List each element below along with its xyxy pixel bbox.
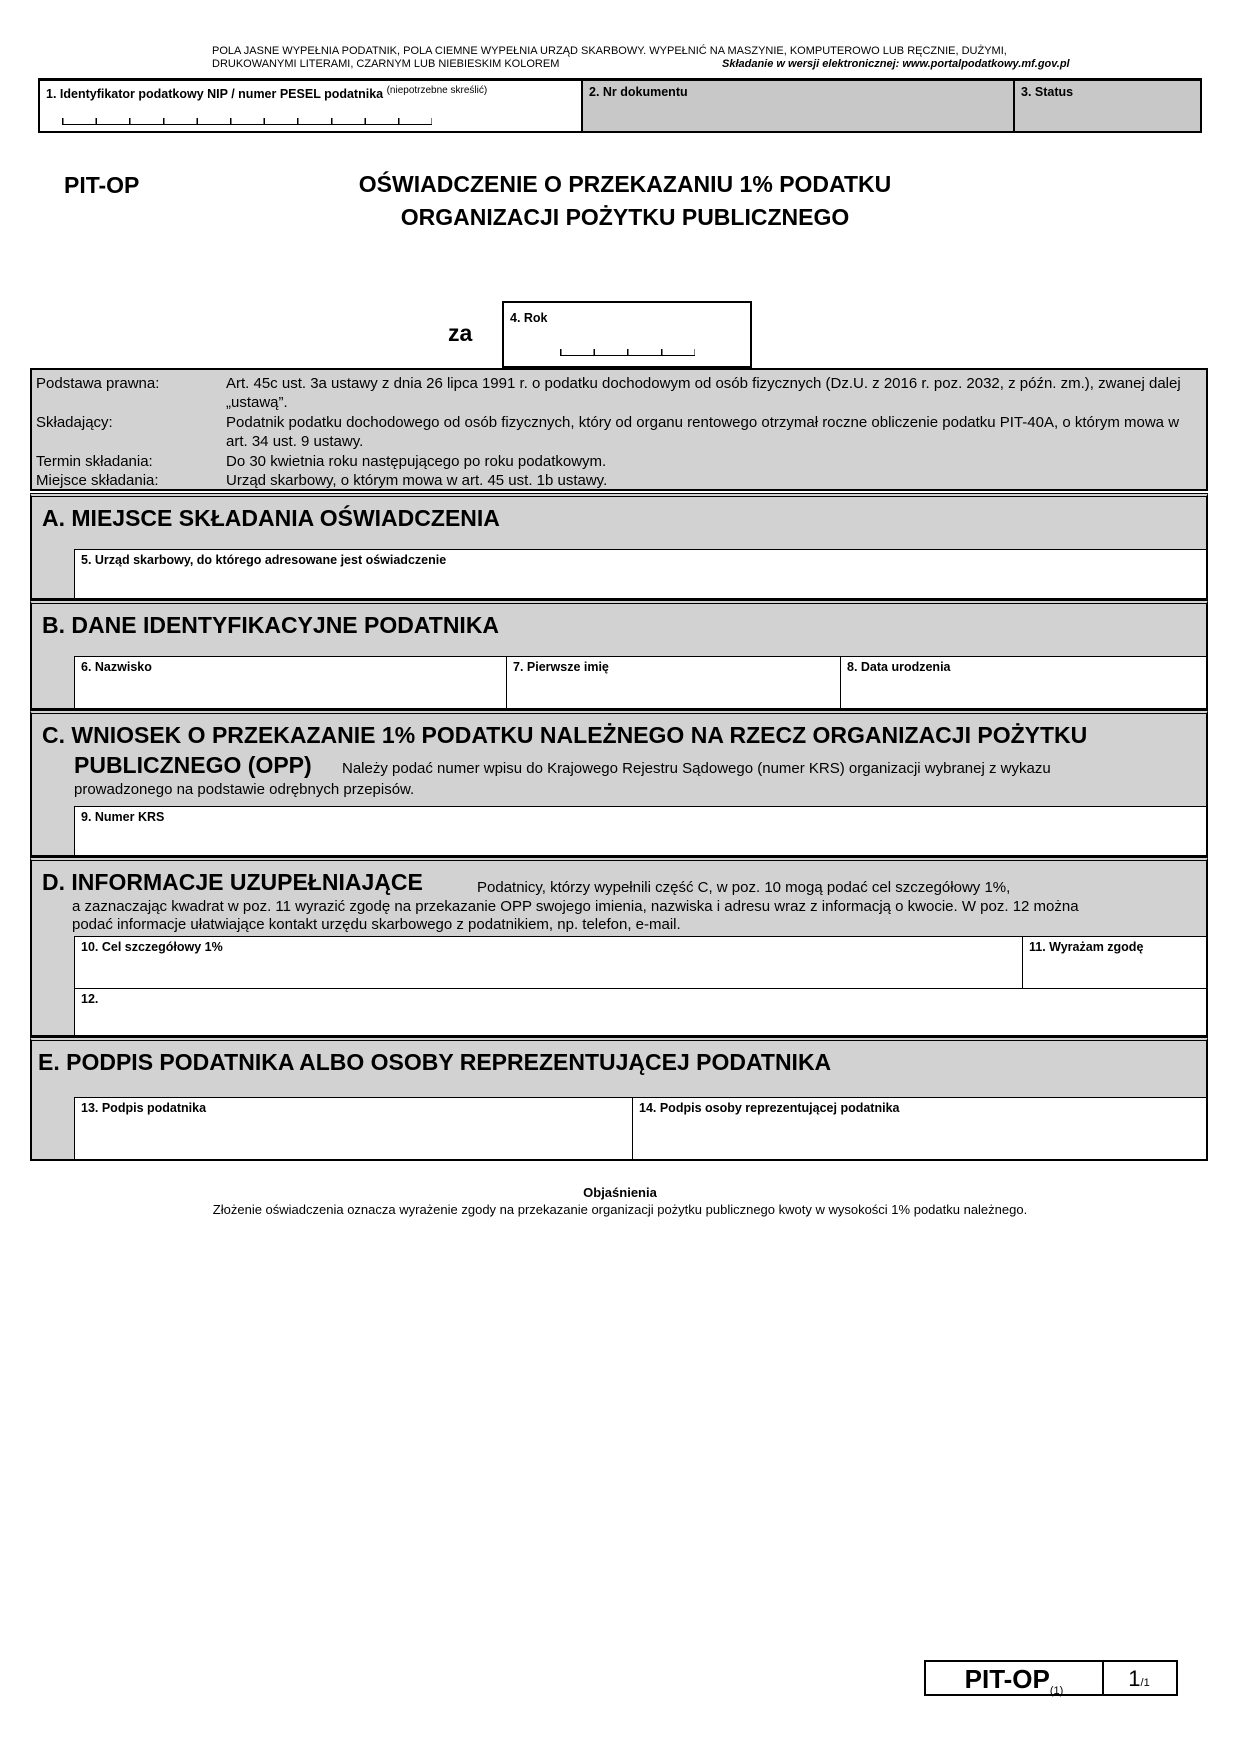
explanations-text: Złożenie oświadczenia oznacza wyrażenie zgody na przekazanie organizacji pożytku publicznego kwoty w wysokości 1% podatku należnego.: [212, 1202, 1028, 1217]
tax-office-field[interactable]: 5. Urząd skarbowy, do którego adresowane jest oświadczenie: [74, 549, 1206, 598]
footer-form-code: PIT-$OP_{(1)}$: [926, 1662, 1104, 1694]
page-title: OŚWIADCZENIE O PRZEKAZANIU 1% PODATKU ORGANIZACJI POŻYTKU PUBLICZNEGO: [358, 171, 892, 230]
section-c-desc-cont: prowadzonego na podstawie odrębnych przepisów.: [74, 781, 415, 798]
taxpayer-signature-field[interactable]: 13. Podpis podatnika: [74, 1097, 632, 1159]
year-field[interactable]: 4. Rok: [502, 301, 752, 368]
section-d-desc: Podatnicy, którzy wypełnili część C, w poz. 10 mogą podać cel szczegółowy 1%,: [477, 879, 1011, 896]
section-a-title: A. MIEJSCE SKŁADANIA OŚWIADCZENIA: [42, 505, 500, 531]
section-d-desc-cont2: podać informacje ułatwiające kontakt urzędu skarbowego z podatnikiem, np. telefon, e-mail.: [72, 916, 681, 933]
section-c-title-cont: PUBLICZNEGO (OPP): [74, 752, 312, 778]
electronic-filing-note: Składanie w wersji elektronicznej: www.portalpodatkowy.mf.gov.pl: [722, 58, 1070, 70]
legal-info: Podstawa prawna: Art. 45c ust. 3a ustawy z dnia 26 lipca 1991 r. o podatku dochodowym od osób fizycznych (Dz.U. z 2016 r. poz. 2032, z późn. zm.), zwanej dalej „ustawą”. Składający: Podatnik podatku dochodowego od osób fizycznych, który od organu rentowego otrzymał roczne obliczenie podatku PIT-40A, o którym mowa w art. 34 ust. 9 ustawy. Termin składania: Do 30 kwietnia roku następującego po roku podatkowym. Miejsce składania: Urząd skarbowy, o którym mowa w art. 45 ust. 1b ustawy.: [30, 368, 1208, 491]
section-c: [30, 710, 1208, 857]
form-code: PIT-OP: [64, 172, 140, 198]
explanations-heading: Objaśnienia: [583, 1185, 657, 1200]
za-label: za: [448, 320, 473, 346]
first-name-field[interactable]: 7. Pierwsze imię: [506, 656, 840, 708]
document-number-field: 2. Nr dokumentu: [583, 81, 1015, 131]
year-digit-boxes: [560, 349, 695, 356]
page-footer: [924, 1660, 1178, 1696]
section-c-title: C. WNIOSEK O PRZEKAZANIE 1% PODATKU NALEŻNEGO NA RZECZ ORGANIZACJI POŻYTKU: [42, 722, 1088, 748]
nip-pesel-field[interactable]: 1. Identyfikator podatkowy NIP / numer PESEL podatnika $^{(niepotrzebne skreślić)}$: [40, 81, 583, 131]
section-d-title: D. INFORMACJE UZUPEŁNIAJĄCE: [42, 869, 423, 895]
section-d: [30, 857, 1208, 1037]
status-field: 3. Status: [1015, 81, 1200, 131]
section-b: [30, 600, 1208, 710]
section-e-title: E. PODPIS PODATNIKA ALBO OSOBY REPREZENTUJĄCEJ PODATNIKA: [38, 1049, 832, 1075]
consent-checkbox[interactable]: 11. Wyrażam zgodę: [1022, 936, 1206, 988]
section-c-desc: Należy podać numer wpisu do Krajowego Rejestru Sądowego (numer KRS) organizacji wybranej z wykazu: [342, 760, 1051, 777]
section-b-title: B. DANE IDENTYFIKACYJNE PODATNIKA: [42, 612, 500, 638]
section-d-desc-cont: a zaznaczając kwadrat w poz. 11 wyrazić zgodę na przekazanie OPP swojego imienia, nazwiska i adresu wraz z informacją o kwocie. W poz. 12 można: [72, 898, 1079, 915]
header-fields: [38, 78, 1202, 133]
section-a: [30, 493, 1208, 600]
surname-field[interactable]: 6. Nazwisko: [74, 656, 506, 708]
digit-boxes: [62, 118, 432, 125]
representative-signature-field[interactable]: 14. Podpis osoby reprezentującej podatnika: [632, 1097, 1206, 1159]
fill-instructions: POLA JASNE WYPEŁNIA PODATNIK, POLA CIEMNE WYPEŁNIA URZĄD SKARBOWY. WYPEŁNIĆ NA MASZYNIE, KOMPUTEROWO LUB RĘCZNIE, DUŻYMI, DRUKOWANYMI LITERAMI, CZARNYM LUB NIEBIESKIM KOLOREM Składanie w wersji elektronicznej: www.portalpodatkowy.mf.gov.pl: [212, 45, 1070, 70]
specific-goal-field[interactable]: 10. Cel szczegółowy 1%: [74, 936, 1022, 988]
krs-number-field[interactable]: 9. Numer KRS: [74, 806, 1206, 855]
page-number: 1/1: [1128, 1666, 1150, 1691]
section-e: [30, 1037, 1208, 1161]
contact-info-field[interactable]: 12.: [74, 988, 1206, 1035]
birth-date-field[interactable]: 8. Data urodzenia: [840, 656, 1206, 708]
